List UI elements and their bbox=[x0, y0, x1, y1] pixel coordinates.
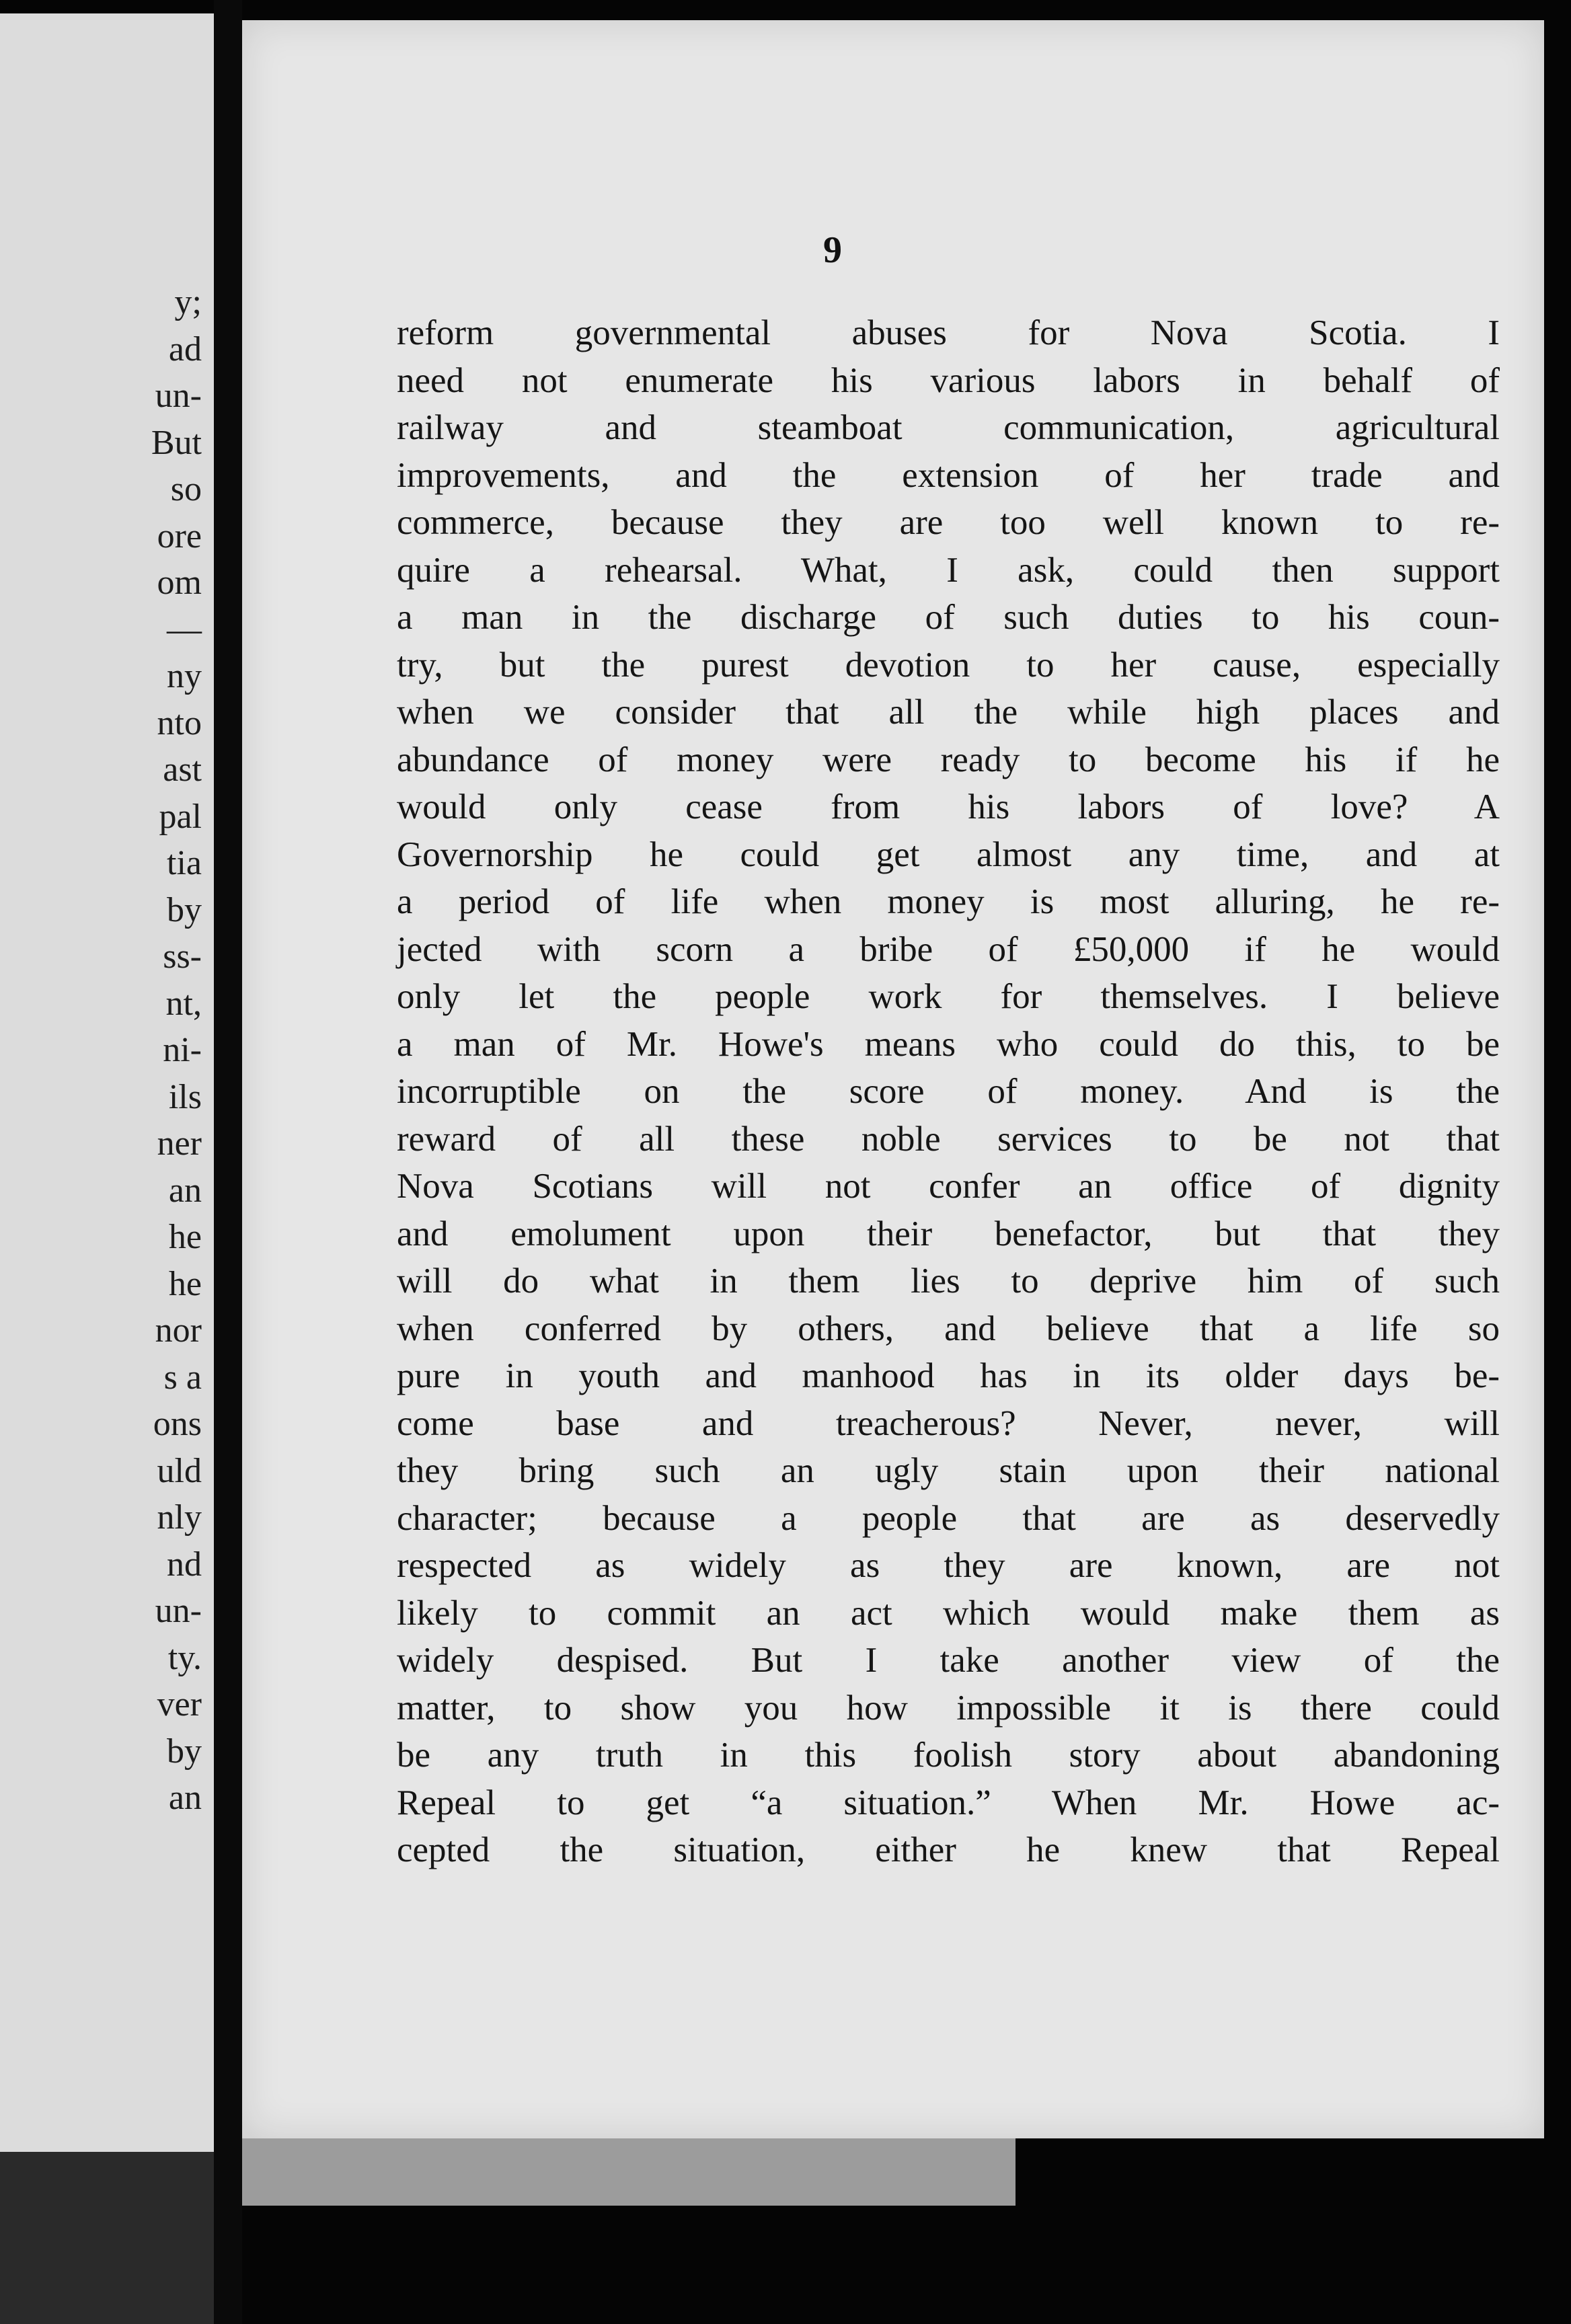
line-fragment: ni- bbox=[163, 1031, 202, 1069]
line-fragment: om bbox=[157, 564, 202, 602]
line-fragment: nto bbox=[157, 703, 202, 742]
line-fragment: an bbox=[168, 1171, 202, 1210]
line-fragment: he bbox=[168, 1264, 202, 1303]
text-line: when conferred by others, and believe that a life so bbox=[397, 1309, 1500, 1348]
text-line: try, but the purest devotion to her cause, especially bbox=[397, 645, 1500, 685]
text-line: reward of all these noble services to be not that bbox=[397, 1119, 1500, 1159]
text-line: a period of life when money is most alluring, he re- bbox=[397, 882, 1500, 921]
text-line: railway and steamboat communication, agricultural bbox=[397, 408, 1500, 447]
binding-gutter bbox=[214, 0, 242, 2324]
line-fragment: ad bbox=[168, 330, 202, 369]
line-fragment: y; bbox=[174, 283, 202, 321]
text-line: would only cease from his labors of love? A bbox=[397, 787, 1500, 826]
text-line: cepted the situation, either he knew that Repeal bbox=[397, 1830, 1500, 1869]
line-fragment: ny bbox=[167, 657, 202, 695]
page-bottom-edge bbox=[242, 2138, 1016, 2206]
line-fragment: nly bbox=[157, 1498, 202, 1537]
text-line: pure in youth and manhood has in its older days be- bbox=[397, 1356, 1500, 1395]
text-line: quire a rehearsal. What, I ask, could then support bbox=[397, 550, 1500, 590]
line-fragment: un- bbox=[155, 377, 202, 415]
text-line: jected with scorn a bribe of £50,000 if he would bbox=[397, 929, 1500, 969]
line-fragment: s a bbox=[163, 1358, 202, 1397]
text-line: only let the people work for themselves. I believe bbox=[397, 977, 1500, 1016]
previous-page-bottom-edge bbox=[0, 2152, 214, 2324]
text-line: need not enumerate his various labors in behalf of bbox=[397, 360, 1500, 400]
line-fragment: ty. bbox=[167, 1638, 202, 1677]
text-line: and emolument upon their benefactor, but that they bbox=[397, 1214, 1500, 1253]
text-line: Governorship he could get almost any time, and at bbox=[397, 835, 1500, 874]
line-fragment: ss- bbox=[163, 937, 202, 976]
line-fragment: ons bbox=[153, 1405, 202, 1443]
text-line: they bring such an ugly stain upon their national bbox=[397, 1451, 1500, 1490]
text-line: a man of Mr. Howe's means who could do this, to be bbox=[397, 1024, 1500, 1064]
line-fragment: he bbox=[168, 1218, 202, 1256]
line-fragment: ore bbox=[157, 516, 202, 555]
text-line: Repeal to get “a situation.” When Mr. Howe ac- bbox=[397, 1783, 1500, 1822]
text-line: abundance of money were ready to become his if he bbox=[397, 740, 1500, 779]
line-fragment: nd bbox=[167, 1545, 202, 1584]
line-fragment: ast bbox=[163, 750, 202, 789]
line-fragment: nor bbox=[155, 1311, 202, 1350]
text-line: likely to commit an act which would make them as bbox=[397, 1593, 1500, 1633]
line-fragment: an bbox=[168, 1779, 202, 1817]
line-fragment: un- bbox=[155, 1592, 202, 1630]
text-line: incorruptible on the score of money. And is the bbox=[397, 1072, 1500, 1111]
text-line: commerce, because they are too well known to re- bbox=[397, 503, 1500, 542]
text-line: be any truth in this foolish story about abandoning bbox=[397, 1736, 1500, 1775]
text-line: character; because a people that are as deservedly bbox=[397, 1498, 1500, 1538]
text-line: a man in the discharge of such duties to his coun- bbox=[397, 598, 1500, 637]
previous-page-line-endings bbox=[151, 279, 202, 1822]
text-line: improvements, and the extension of her trade and bbox=[397, 455, 1500, 495]
line-fragment: ner bbox=[157, 1124, 202, 1163]
line-fragment: uld bbox=[157, 1451, 202, 1490]
text-line: matter, to show you how impossible it is there could bbox=[397, 1688, 1500, 1728]
document-page bbox=[242, 20, 1544, 2138]
line-fragment: tia bbox=[167, 844, 202, 882]
line-fragment: so bbox=[170, 470, 202, 508]
line-fragment: pal bbox=[159, 797, 202, 836]
line-fragment: nt, bbox=[165, 984, 202, 1023]
line-fragment: ils bbox=[168, 1077, 202, 1116]
page-number: 9 bbox=[823, 229, 842, 271]
line-fragment: But bbox=[151, 423, 202, 462]
line-fragment: by bbox=[167, 1732, 202, 1771]
text-line: widely despised. But I take another view of the bbox=[397, 1641, 1500, 1680]
line-fragment: — bbox=[167, 610, 202, 649]
previous-page-fragment bbox=[0, 13, 214, 2152]
page-body-text bbox=[397, 309, 1500, 1874]
text-line: Nova Scotians will not confer an office of dignity bbox=[397, 1167, 1500, 1206]
text-line: will do what in them lies to deprive him of such bbox=[397, 1262, 1500, 1301]
line-fragment: ver bbox=[157, 1685, 202, 1723]
text-line: when we consider that all the while high places and bbox=[397, 693, 1500, 732]
text-line: come base and treacherous? Never, never, will bbox=[397, 1403, 1500, 1443]
text-line: respected as widely as they are known, are not bbox=[397, 1546, 1500, 1585]
line-fragment: by bbox=[167, 890, 202, 929]
text-line: reform governmental abuses for Nova Scotia. I bbox=[397, 313, 1500, 352]
